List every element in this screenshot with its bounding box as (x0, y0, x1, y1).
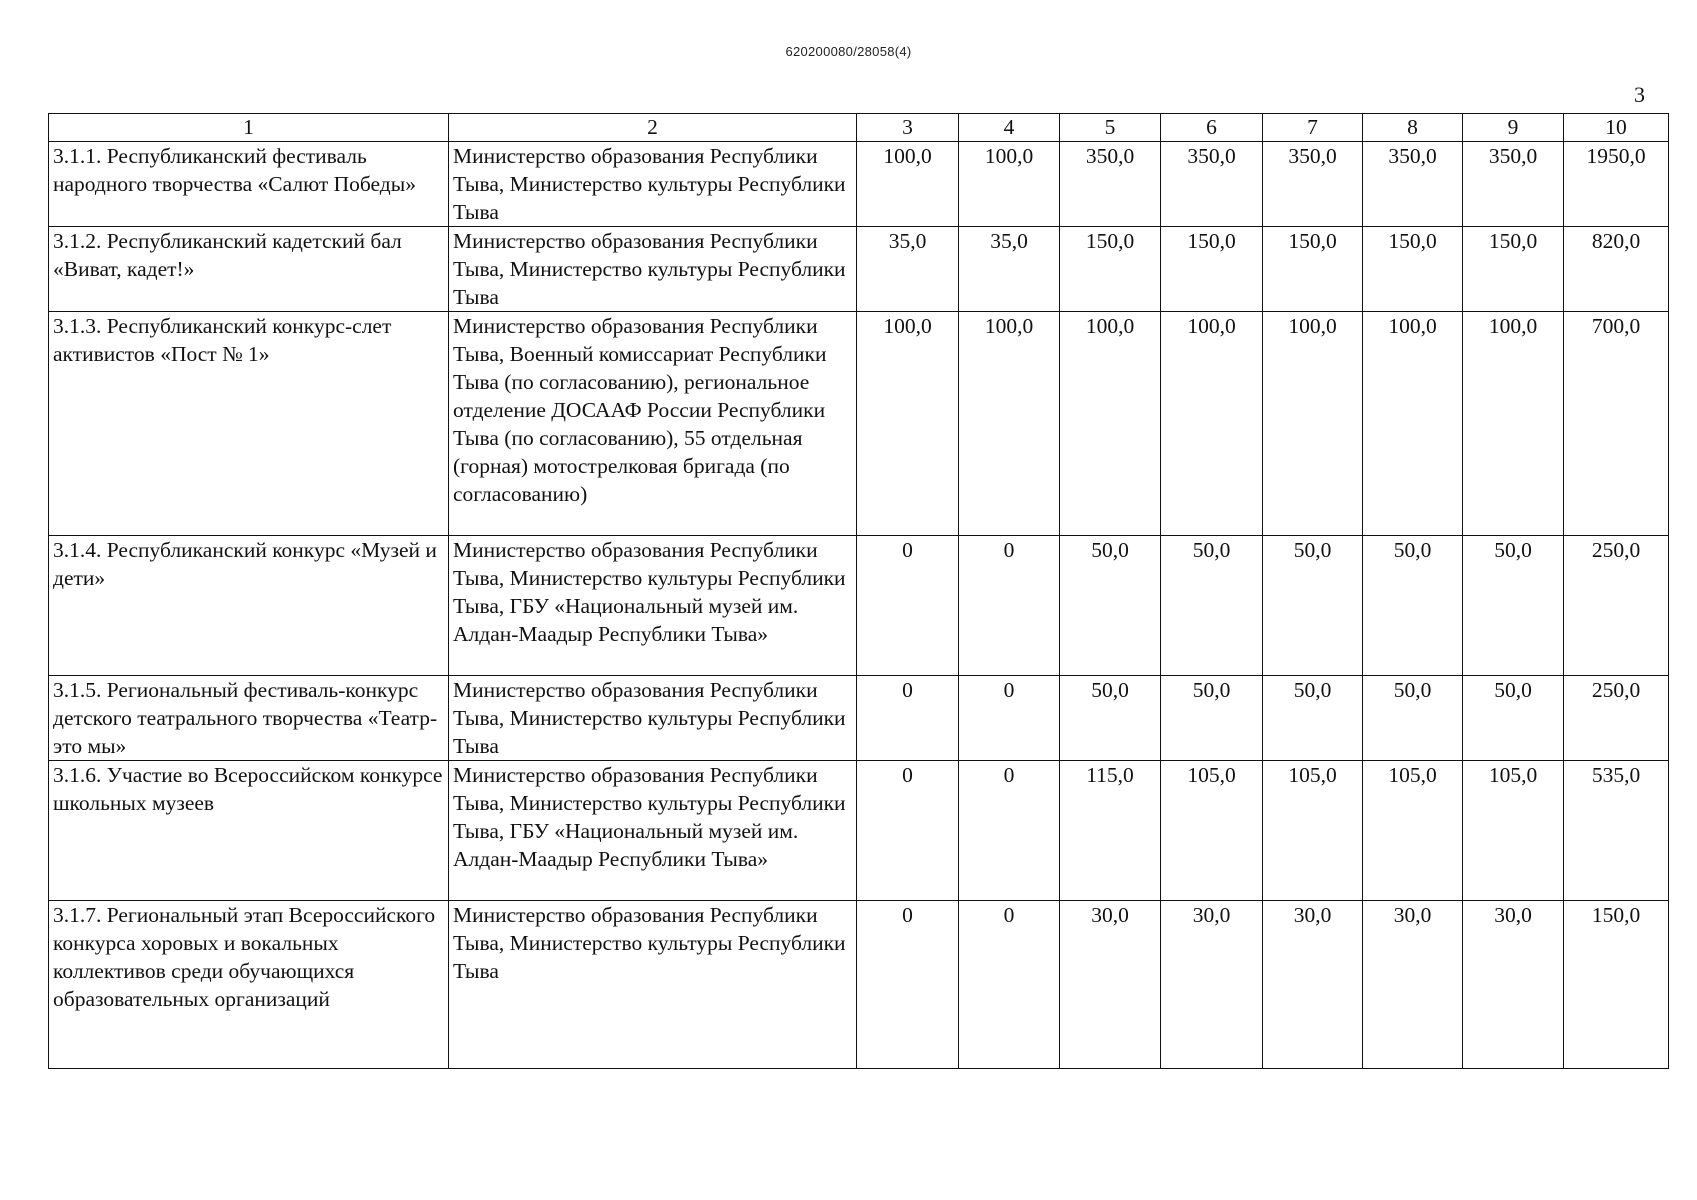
value-cell: 350,0 (1161, 142, 1263, 227)
header-cell: 2 (449, 114, 857, 142)
value-cell: 50,0 (1463, 536, 1564, 676)
event-name-cell: 3.1.7. Региональный этап Всероссийского конкурса хоровых и вокальных коллективов среди обучающихся образовательных организаций (49, 901, 449, 1069)
event-name-cell: 3.1.5. Региональный фестиваль-конкурс детского театрального творчества «Театр- это мы» (49, 676, 449, 761)
header-cell: 8 (1363, 114, 1463, 142)
header-cell: 10 (1564, 114, 1669, 142)
header-cell: 9 (1463, 114, 1564, 142)
header-cell: 4 (959, 114, 1060, 142)
header-cell: 6 (1161, 114, 1263, 142)
value-cell: 350,0 (1060, 142, 1161, 227)
value-cell: 50,0 (1463, 676, 1564, 761)
value-cell: 150,0 (1363, 227, 1463, 312)
value-cell: 0 (857, 761, 959, 901)
value-cell: 35,0 (959, 227, 1060, 312)
value-cell: 150,0 (1463, 227, 1564, 312)
header-cell: 5 (1060, 114, 1161, 142)
responsible-cell: Министерство образования Республики Тыва, Министерство культуры Республики Тыва, ГБУ «Национальный музей им. Алдан-Маадыр Республики Тыва» (449, 761, 857, 901)
total-cell: 700,0 (1564, 312, 1669, 536)
value-cell: 150,0 (1263, 227, 1363, 312)
responsible-cell: Министерство образования Республики Тыва, Военный комиссариат Республики Тыва (по согласованию), региональное отделение ДОСААФ России Республики Тыва (по согласованию), 55 отдельная (горная) мотострелковая бригада (по согласованию) (449, 312, 857, 536)
value-cell: 100,0 (1060, 312, 1161, 536)
header-cell: 1 (49, 114, 449, 142)
total-cell: 1950,0 (1564, 142, 1669, 227)
value-cell: 50,0 (1363, 676, 1463, 761)
table-row (49, 676, 1669, 761)
value-cell: 100,0 (1363, 312, 1463, 536)
value-cell: 100,0 (959, 142, 1060, 227)
value-cell: 35,0 (857, 227, 959, 312)
value-cell: 30,0 (1463, 901, 1564, 1069)
responsible-cell: Министерство образования Республики Тыва, Министерство культуры Республики Тыва (449, 676, 857, 761)
value-cell: 30,0 (1060, 901, 1161, 1069)
page-number: 3 (1634, 82, 1645, 107)
total-cell: 150,0 (1564, 901, 1669, 1069)
total-cell: 250,0 (1564, 676, 1669, 761)
header-cell: 3 (857, 114, 959, 142)
value-cell: 350,0 (1463, 142, 1564, 227)
value-cell: 105,0 (1263, 761, 1363, 901)
header-row (49, 114, 1669, 142)
value-cell: 50,0 (1161, 536, 1263, 676)
value-cell: 150,0 (1161, 227, 1263, 312)
total-cell: 535,0 (1564, 761, 1669, 901)
value-cell: 100,0 (1263, 312, 1363, 536)
value-cell: 0 (959, 901, 1060, 1069)
value-cell: 100,0 (857, 312, 959, 536)
value-cell: 350,0 (1263, 142, 1363, 227)
value-cell: 30,0 (1363, 901, 1463, 1069)
value-cell: 0 (959, 536, 1060, 676)
value-cell: 105,0 (1161, 761, 1263, 901)
value-cell: 100,0 (1161, 312, 1263, 536)
responsible-cell: Министерство образования Республики Тыва, Министерство культуры Республики Тыва (449, 901, 857, 1069)
value-cell: 0 (959, 676, 1060, 761)
table-row (49, 227, 1669, 312)
value-cell: 105,0 (1463, 761, 1564, 901)
total-cell: 820,0 (1564, 227, 1669, 312)
value-cell: 0 (857, 676, 959, 761)
table-row (49, 142, 1669, 227)
value-cell: 30,0 (1263, 901, 1363, 1069)
header-cell: 7 (1263, 114, 1363, 142)
value-cell: 105,0 (1363, 761, 1463, 901)
responsible-cell: Министерство образования Республики Тыва, Министерство культуры Республики Тыва (449, 142, 857, 227)
value-cell: 150,0 (1060, 227, 1161, 312)
value-cell: 115,0 (1060, 761, 1161, 901)
value-cell: 0 (857, 901, 959, 1069)
value-cell: 100,0 (959, 312, 1060, 536)
value-cell: 30,0 (1161, 901, 1263, 1069)
total-cell: 250,0 (1564, 536, 1669, 676)
value-cell: 0 (857, 536, 959, 676)
document-id: 620200080/28058(4) (785, 44, 912, 59)
event-name-cell: 3.1.4. Республиканский конкурс «Музей и дети» (49, 536, 449, 676)
value-cell: 350,0 (1363, 142, 1463, 227)
value-cell: 50,0 (1060, 676, 1161, 761)
value-cell: 50,0 (1161, 676, 1263, 761)
table-row (49, 312, 1669, 536)
value-cell: 50,0 (1263, 536, 1363, 676)
program-table (48, 113, 1669, 1069)
table-row (49, 901, 1669, 1069)
responsible-cell: Министерство образования Республики Тыва, Министерство культуры Республики Тыва, ГБУ «Национальный музей им. Алдан-Маадыр Республики Тыва» (449, 536, 857, 676)
value-cell: 50,0 (1363, 536, 1463, 676)
value-cell: 100,0 (857, 142, 959, 227)
value-cell: 100,0 (1463, 312, 1564, 536)
table-row (49, 761, 1669, 901)
value-cell: 50,0 (1060, 536, 1161, 676)
event-name-cell: 3.1.2. Республиканский кадетский бал «Виват, кадет!» (49, 227, 449, 312)
event-name-cell: 3.1.1. Республиканский фестиваль народного творчества «Салют Победы» (49, 142, 449, 227)
program-table-container (48, 113, 1668, 1069)
responsible-cell: Министерство образования Республики Тыва, Министерство культуры Республики Тыва (449, 227, 857, 312)
table-row (49, 536, 1669, 676)
value-cell: 50,0 (1263, 676, 1363, 761)
event-name-cell: 3.1.6. Участие во Всероссийском конкурсе школьных музеев (49, 761, 449, 901)
event-name-cell: 3.1.3. Республиканский конкурс-слет активистов «Пост № 1» (49, 312, 449, 536)
value-cell: 0 (959, 761, 1060, 901)
